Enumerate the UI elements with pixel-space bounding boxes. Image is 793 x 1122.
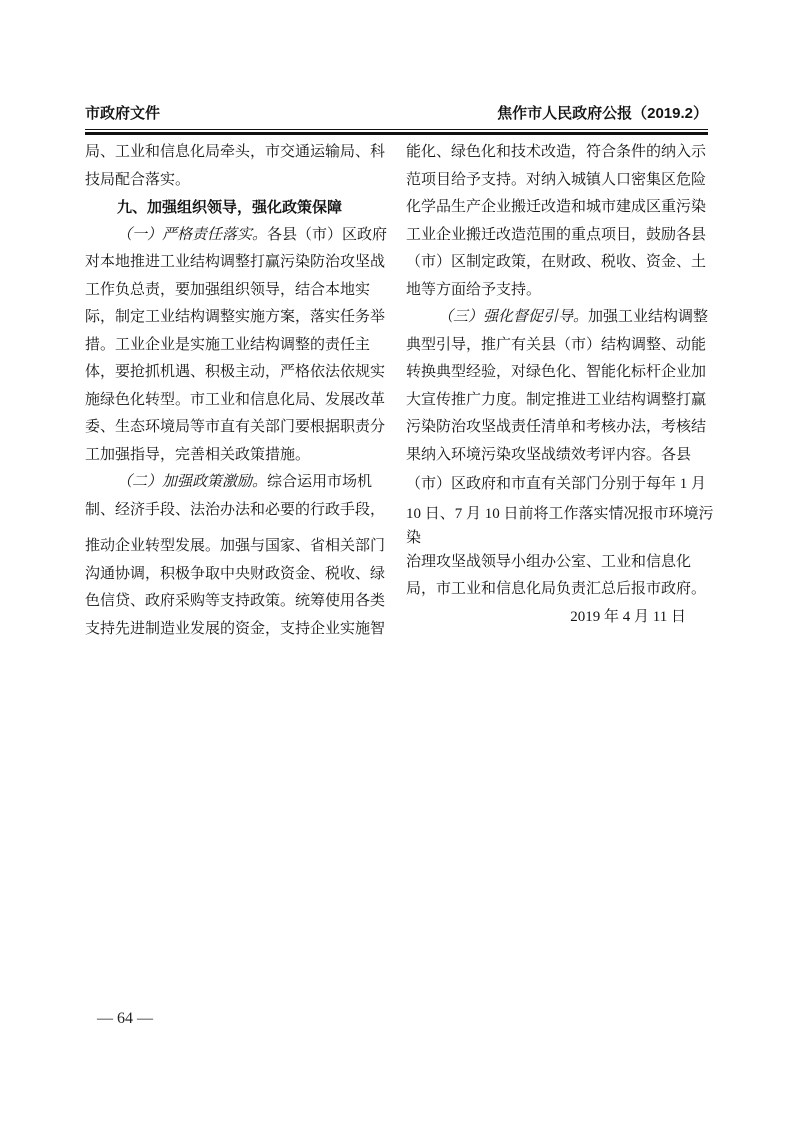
text-line	[406, 277, 708, 305]
body-text: 治理攻坚战领导小组办公室、工业和信息化	[406, 553, 692, 570]
body-text: 能化、绿色化和技术改造，符合条件的纳入示	[406, 144, 707, 160]
body-text: 技局配合落实。	[85, 171, 191, 188]
body-text: 化学品生产企业搬迁改造和城市建成区重污染	[406, 199, 707, 215]
text-line	[406, 442, 708, 470]
body-text: 措。工业企业是实施工业结构调整的责任主	[85, 336, 371, 353]
section-heading-text: 九、加强组织领导，强化政策保障	[117, 199, 343, 216]
body-text: 支持先进制造业发展的资金，支持企业实施智	[85, 620, 386, 637]
text-line	[85, 616, 387, 644]
text-line	[85, 277, 387, 305]
text-line	[85, 497, 387, 525]
body-text: 推动企业转型发展。加强与国家、省相关部门	[85, 538, 386, 554]
text-line	[406, 194, 708, 222]
header-left-title: 市政府文件	[85, 105, 161, 122]
text-line	[85, 249, 387, 277]
body-text: 施绿色化转型。市工业和信息化局、发展改革	[85, 391, 386, 408]
text-line	[406, 501, 714, 529]
body-text: （市）区政府和市直有关部门分别于每年 1 月	[406, 476, 707, 492]
text-line	[85, 194, 387, 222]
body-text: 色信贷、政府采购等支持政策。统筹使用各类	[85, 593, 386, 609]
text-line	[406, 222, 708, 250]
text-column-left	[85, 139, 387, 643]
text-line	[406, 332, 708, 360]
text-line	[406, 604, 708, 632]
body-text: 地等方面给予支持。	[406, 281, 542, 298]
text-line	[406, 471, 708, 499]
text-line	[406, 576, 708, 604]
header-right-title: 焦作市人民政府公报（2019.2）	[497, 105, 708, 122]
text-line	[85, 414, 387, 442]
text-line	[406, 549, 708, 577]
text-line	[406, 387, 708, 415]
text-line	[85, 222, 387, 250]
body-text: 果纳入环境污染攻坚战绩效考评内容。各县	[406, 446, 692, 463]
text-line	[85, 387, 387, 415]
text-line	[406, 359, 708, 387]
body-text: 工加强指导，完善相关政策措施。	[85, 446, 311, 463]
body-text: 沟通协调，积极争取中央财政资金、税收、绿	[85, 565, 386, 582]
body-text: 工作负总责，要加强组织领导，结合本地实	[85, 281, 371, 298]
body-text: 染	[406, 530, 422, 546]
page-number: — 64 —	[97, 1010, 153, 1027]
body-text: 委、生态环境局等市直有关部门要根据职责分	[85, 419, 386, 435]
body-text: 范项目给予支持。对纳入城镇人口密集区危险	[406, 171, 707, 188]
text-line	[85, 359, 387, 387]
body-text: 工业企业搬迁改造范围的重点项目，鼓励各县	[406, 226, 707, 243]
body-text: 污染防治攻坚战责任清单和考核办法，考核结	[406, 419, 707, 435]
text-line	[406, 304, 708, 332]
text-line	[406, 414, 708, 442]
text-line	[406, 249, 708, 277]
text-line	[406, 167, 708, 195]
text-line	[85, 588, 387, 616]
body-text: （市）区制定政策，在财政、税收、资金、土	[406, 254, 707, 270]
body-text: 际，制定工业结构调整实施方案，落实任务举	[85, 309, 386, 325]
body-text: 局，市工业和信息化局负责汇总后报市政府。	[406, 581, 707, 597]
text-line	[85, 442, 387, 470]
emphasis-text: （三）强化督促引导。	[438, 309, 589, 325]
text-line	[85, 304, 387, 332]
text-line	[85, 561, 387, 589]
body-text: 2019 年 4 月 11 日	[570, 608, 686, 625]
body-text: 各县（市）区政府	[267, 226, 388, 243]
body-text: 转换典型经验，对绿色化、智能化标杆企业加	[406, 364, 707, 380]
body-text: 大宣传推广力度。制定推进工业结构调整打赢	[406, 391, 707, 408]
body-text: 加强工业结构调整	[588, 309, 709, 325]
body-text: 制、经济手段、法治办法和必要的行政手段，	[85, 501, 386, 518]
body-text: 10 日、7 月 10 日前将工作落实情况报市环境污	[406, 505, 714, 522]
body-text: 综合运用市场机	[267, 474, 373, 490]
body-text: 局、工业和信息化局牵头，市交通运输局、科	[85, 144, 386, 160]
emphasis-text: （一）严格责任落实。	[117, 226, 268, 243]
body-text: 典型引导，推广有关县（市）结构调整、动能	[406, 336, 707, 353]
text-column-right	[406, 139, 714, 631]
emphasis-text: （二）加强政策激励。	[117, 474, 268, 490]
text-line	[406, 139, 708, 167]
text-line	[85, 533, 387, 561]
body-text: 体，要抢抓机遇、积极主动，严格依法依规实	[85, 364, 386, 380]
body-text: 对本地推进工业结构调整打赢污染防治攻坚战	[85, 254, 386, 270]
text-line	[85, 469, 387, 497]
header-divider-rule	[85, 129, 708, 135]
page-header	[85, 103, 708, 125]
text-line	[85, 139, 387, 167]
text-line	[85, 332, 387, 360]
text-line	[85, 167, 387, 195]
